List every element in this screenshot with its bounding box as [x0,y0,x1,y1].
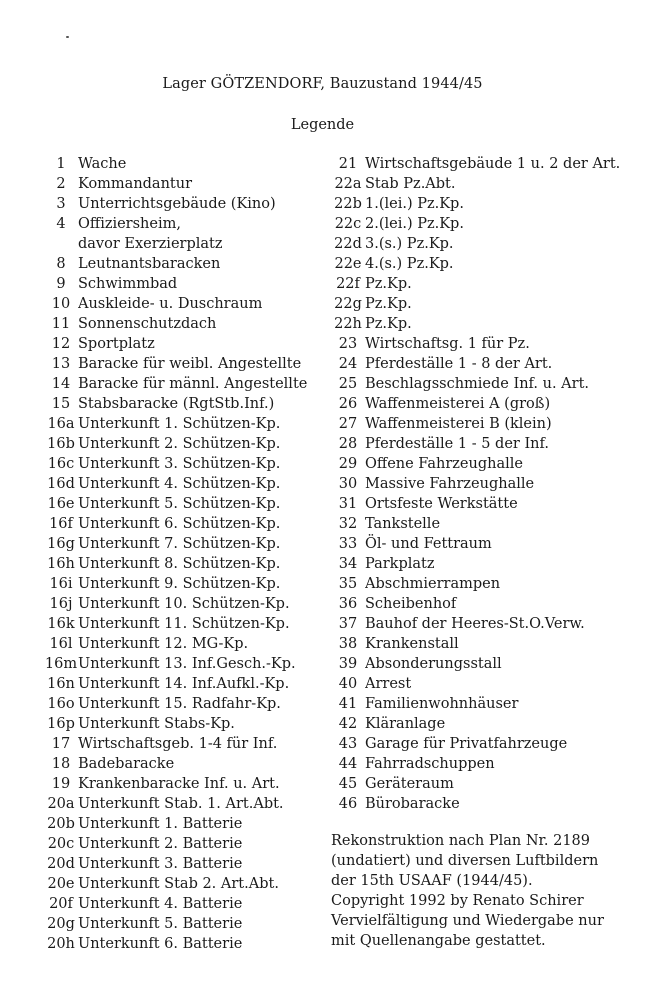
legend-item-number: 46 [338,796,358,812]
legend-item-number: 24 [338,356,358,372]
legend-item-label: 4.(s.) Pz.Kp. [365,256,454,272]
legend-item [44,874,334,894]
legend-item [44,934,334,954]
legend-item [44,814,334,834]
legend-item-number: 28 [338,436,358,452]
legend-item-number: 16h [47,556,75,572]
legend-item-label: Unterkunft 9. Schützen-Kp. [78,576,281,592]
legend-item-number: 35 [338,576,358,592]
legend-item [44,174,334,194]
legend-item-label: Absonderungsstall [365,656,502,672]
legend-item-label: Offiziersheim, [78,216,181,232]
legend-item-number: 39 [338,656,358,672]
legend-item-label: Familienwohnhäuser [365,696,519,712]
legend-item [331,274,631,294]
legend-item [44,754,334,774]
legend-item [331,654,631,674]
legend-item-number: 17 [51,736,71,752]
note-line: Vervielfältigung und Wiedergabe nur [331,913,604,929]
reconstruction-note [331,831,636,951]
legend-item-label: 3.(s.) Pz.Kp. [365,236,454,252]
legend-item [44,314,334,334]
legend-item [331,774,631,794]
legend-item-label: Massive Fahrzeughalle [365,476,535,492]
legend-item [44,714,334,734]
legend-item [44,334,334,354]
legend-item [331,614,631,634]
legend-item-number: 16i [49,576,73,592]
legend-item-number: 16c [47,456,75,472]
legend-item-label: Unterkunft Stab. 1. Art.Abt. [78,796,284,812]
legend-item-label: Bürobaracke [365,796,460,812]
legend-item [331,394,631,414]
legend-item-number: 31 [338,496,358,512]
legend-item [331,574,631,594]
legend-item [44,214,334,234]
legend-item-number: 21 [338,156,358,172]
legend-item-number: 8 [56,256,66,272]
legend-item [44,494,334,514]
legend-item-number: 9 [56,276,66,292]
legend-item [331,514,631,534]
legend-item-label: Arrest [365,676,412,692]
legend-item-number: 42 [338,716,358,732]
legend-item-label: Unterkunft 5. Batterie [78,916,243,932]
legend-item-label: Wirtschaftsgeb. 1-4 für Inf. [78,736,278,752]
legend-item-label: Kommandantur [78,176,193,192]
legend-item-label: Unterkunft Stab 2. Art.Abt. [78,876,279,892]
legend-item-number: 10 [51,296,71,312]
legend-item-label: Waffenmeisterei A (groß) [365,396,551,412]
legend-item-number: 15 [51,396,71,412]
legend-item [331,254,631,274]
legend-item-label: Bauhof der Heeres-St.O.Verw. [365,616,585,632]
legend-item-label: Fahrradschuppen [365,756,495,772]
legend-item-label: Unterkunft 13. Inf.Gesch.-Kp. [78,656,296,672]
legend-item-label: Kläranlage [365,716,446,732]
note-line: Rekonstruktion nach Plan Nr. 2189 [331,833,591,849]
legend-item [331,594,631,614]
legend-item-number: 12 [51,336,71,352]
legend-item [44,674,334,694]
legend-item-number: 41 [338,696,358,712]
legend-item [44,234,334,254]
legend-item-label: Unterkunft 4. Batterie [78,896,243,912]
legend-item [331,314,631,334]
legend-left-column [44,154,334,954]
legend-item-label: Badebaracke [78,756,175,772]
legend-item-label: Unterkunft 10. Schützen-Kp. [78,596,290,612]
legend-item [331,194,631,214]
legend-item [44,894,334,914]
legend-item [44,594,334,614]
legend-item-number: 20d [47,856,75,872]
legend-item [44,614,334,634]
legend-item-number: 16d [47,476,75,492]
legend-item-number: 20c [47,836,75,852]
legend-item [331,734,631,754]
legend-item-number: 37 [338,616,358,632]
legend-item-label: Wache [78,156,127,172]
legend-item-number: 44 [338,756,358,772]
legend-item-number [44,234,78,254]
legend-item [44,154,334,174]
legend-item-label: davor Exerzierplatz [78,236,223,252]
legend-item-number: 20b [47,816,75,832]
legend-item-number: 16l [49,636,73,652]
legend-item-label: Offene Fahrzeughalle [365,456,523,472]
scan-speck [66,36,69,38]
legend-item-label: Pz.Kp. [365,296,412,312]
legend-item-number: 22e [334,256,362,272]
legend-item-label: Scheibenhof [365,596,457,612]
legend-item [331,674,631,694]
legend-item-label: Parkplatz [365,556,435,572]
legend-item-label: Unterkunft 3. Schützen-Kp. [78,456,281,472]
legend-item-number: 22h [334,316,362,332]
legend-item-number: 16b [47,436,75,452]
legend-item-number: 20g [47,916,75,932]
legend-item [331,334,631,354]
legend-item-label: Unterkunft 2. Schützen-Kp. [78,436,281,452]
legend-item [44,774,334,794]
legend-item [44,374,334,394]
legend-item-number: 22c [334,216,362,232]
legend-item-label: Unterkunft 1. Batterie [78,816,243,832]
legend-item-label: Auskleide- u. Duschraum [78,296,263,312]
legend-item-label: Unterkunft 8. Schützen-Kp. [78,556,281,572]
legend-item-label: Wirtschaftsgebäude 1 u. 2 der Art. [365,156,621,172]
legend-item-label: Baracke für weibl. Angestellte [78,356,302,372]
legend-item [331,234,631,254]
legend-item-number: 20f [49,896,73,912]
legend-item [331,794,631,814]
legend-item [44,694,334,714]
legend-item-label: Schwimmbad [78,276,178,292]
legend-item-number: 16o [47,696,75,712]
legend-item-number: 22g [334,296,362,312]
legend-item [44,654,334,674]
legend-item-number: 22f [336,276,360,292]
legend-item-label: Unterkunft 3. Batterie [78,856,243,872]
legend-item-number: 38 [338,636,358,652]
legend-item [44,414,334,434]
legend-item [44,734,334,754]
legend-item-label: Unterkunft 14. Inf.Aufkl.-Kp. [78,676,290,692]
legend-item [44,834,334,854]
legend-item-label: Unterkunft 6. Schützen-Kp. [78,516,281,532]
legend-item [331,714,631,734]
legend-item-label: Wirtschaftsg. 1 für Pz. [365,336,530,352]
legend-item-number: 16j [49,596,73,612]
legend-item [331,694,631,714]
legend-item [331,214,631,234]
legend-item-label: Unterkunft 4. Schützen-Kp. [78,476,281,492]
legend-item [44,274,334,294]
legend-right-column [331,154,631,814]
legend-item-label: Garage für Privatfahrzeuge [365,736,568,752]
legend-item-label: Pz.Kp. [365,316,412,332]
legend-item-number: 3 [56,196,66,212]
legend-item [331,754,631,774]
legend-item-label: Unterkunft 2. Batterie [78,836,243,852]
legend-item-label: Geräteraum [365,776,454,792]
legend-item-label: Unterkunft 1. Schützen-Kp. [78,416,281,432]
legend-item-number: 4 [56,216,66,232]
legend-item [44,574,334,594]
legend-item-label: Baracke für männl. Angestellte [78,376,308,392]
legend-item-number: 45 [338,776,358,792]
legend-item-number: 1 [56,156,66,172]
legend-item-label: Leutnantsbaracken [78,256,221,272]
legend-item [331,554,631,574]
legend-item [44,254,334,274]
legend-item-label: Ortsfeste Werkstätte [365,496,518,512]
legend-item-label: Unterkunft 6. Batterie [78,936,243,952]
legend-item-number: 11 [51,316,71,332]
note-line: (undatiert) und diversen Luftbildern [331,853,599,869]
document-title: Lager GÖTZENDORF, Bauzustand 1944/45 [162,76,483,92]
legend-item [44,434,334,454]
legend-item [331,374,631,394]
legend-item-number: 16f [49,516,73,532]
legend-item-number: 32 [338,516,358,532]
legend-item-number: 16a [47,416,75,432]
legend-item-number: 16m [44,656,78,672]
legend-item-number: 40 [338,676,358,692]
legend-item-label: Sportplatz [78,336,155,352]
legend-item-number: 16p [47,716,75,732]
legend-item [44,854,334,874]
legend-item [44,794,334,814]
legend-item-number: 25 [338,376,358,392]
legend-item [331,534,631,554]
legend-item-label: Unterkunft Stabs-Kp. [78,716,235,732]
legend-item-number: 30 [338,476,358,492]
legend-item [331,454,631,474]
legend-item [331,634,631,654]
legend-item [44,394,334,414]
legend-item-number: 20a [47,796,75,812]
legend-item [331,174,631,194]
legend-item [44,534,334,554]
legend-item [44,554,334,574]
legend-item-number: 16k [47,616,75,632]
legend-item-label: Beschlagsschmiede Inf. u. Art. [365,376,590,392]
legend-item-number: 2 [56,176,66,192]
legend-item-label: Stabsbaracke (RgtStb.Inf.) [78,396,275,412]
legend-item-number: 16e [47,496,75,512]
legend-item-number: 20e [47,876,75,892]
legend-item-number: 26 [338,396,358,412]
note-line: der 15th USAAF (1944/45). [331,873,533,889]
legend-item-number: 14 [51,376,71,392]
note-line: mit Quellenangabe gestattet. [331,933,546,949]
legend-item [44,914,334,934]
legend-item [44,194,334,214]
legend-item [331,494,631,514]
legend-item-number: 22b [334,196,362,212]
legend-item-label: Öl- und Fettraum [365,536,492,552]
legend-item-label: Unterkunft 7. Schützen-Kp. [78,536,281,552]
legend-item [331,294,631,314]
legend-item-number: 20h [47,936,75,952]
legend-item-label: 2.(lei.) Pz.Kp. [365,216,464,232]
legend-item-label: Unterkunft 5. Schützen-Kp. [78,496,281,512]
legend-item [331,434,631,454]
legend-item-label: Unterkunft 15. Radfahr-Kp. [78,696,281,712]
legend-item-number: 34 [338,556,358,572]
legend-item-label: Sonnenschutzdach [78,316,217,332]
legend-item-number: 19 [51,776,71,792]
legend-item-label: Stab Pz.Abt. [365,176,456,192]
legend-item [44,514,334,534]
legend-item-number: 23 [338,336,358,352]
legend-item-number: 43 [338,736,358,752]
legend-item-number: 27 [338,416,358,432]
legend-item-number: 36 [338,596,358,612]
legend-item-label: Abschmierrampen [365,576,501,592]
legend-item-number: 22d [334,236,362,252]
legend-item-number: 22a [334,176,362,192]
legend-item-label: Waffenmeisterei B (klein) [365,416,552,432]
legend-item-label: Unterkunft 11. Schützen-Kp. [78,616,290,632]
legend-item-number: 16n [47,676,75,692]
legend-item-number: 13 [51,356,71,372]
legend-item-number: 29 [338,456,358,472]
legend-item [44,354,334,374]
legend-item-label: 1.(lei.) Pz.Kp. [365,196,464,212]
legend-item-number: 18 [51,756,71,772]
legend-item [331,154,631,174]
legend-item-label: Krankenbaracke Inf. u. Art. [78,776,280,792]
legend-item-label: Unterrichtsgebäude (Kino) [78,196,276,212]
legend-item [331,474,631,494]
legend-item-number: 16g [47,536,75,552]
legend-item-label: Pz.Kp. [365,276,412,292]
legend-item [44,454,334,474]
legend-item [331,414,631,434]
legend-item [44,294,334,314]
legend-item [331,354,631,374]
legend-item-label: Pferdeställe 1 - 8 der Art. [365,356,553,372]
note-line: Copyright 1992 by Renato Schirer [331,893,584,909]
legend-item [44,474,334,494]
legend-item-label: Tankstelle [365,516,441,532]
legend-item-number: 33 [338,536,358,552]
legend-item-label: Unterkunft 12. MG-Kp. [78,636,249,652]
legend-item [44,634,334,654]
legend-item-label: Pferdeställe 1 - 5 der Inf. [365,436,549,452]
legend-item-label: Krankenstall [365,636,459,652]
legend-heading: Legende [290,117,355,133]
